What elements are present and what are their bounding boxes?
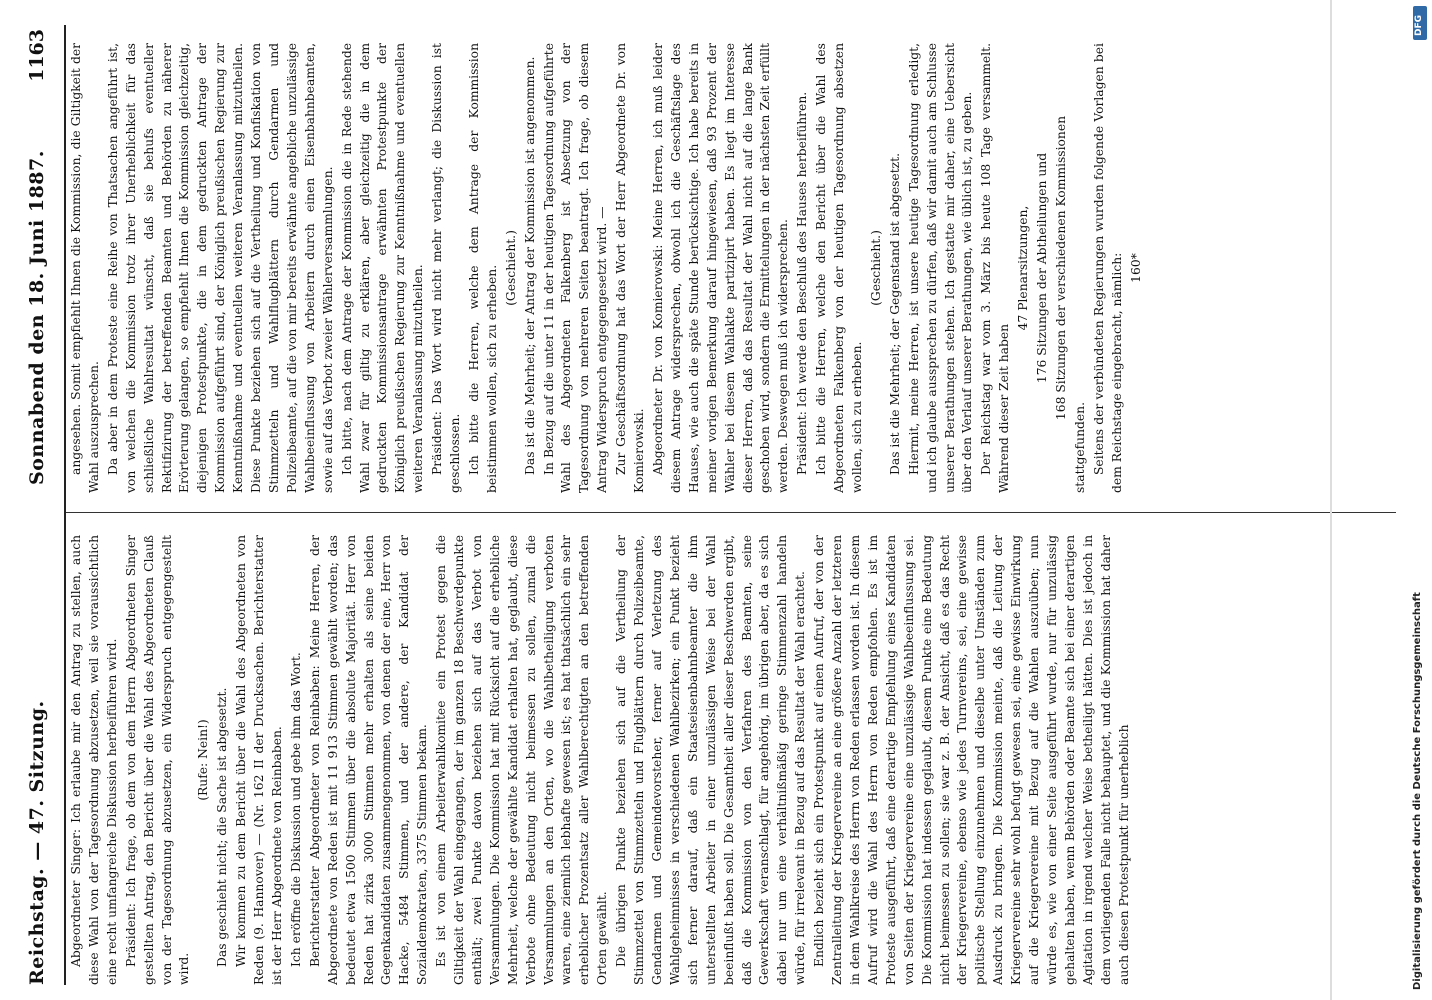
paragraph: Endlich bezieht sich ein Protestpunkt auf einen Aufruf, der von der Zentralleitung der Kriegervereine an eine größere Anzahl der letzteren in dem Wahlkreise des Herrn von Reden erlassen worden ist. In diesem Aufruf wird die Wahl des Herrn von Reden empfohlen. Es ist im Proteste ausgeführt, daß eine derartige Empfehlung eines Kandidaten von Seiten der Kriegervereine eine unzulässige Wahlbeeinflussung sei. Die Kommission hat indessen geglaubt, diesem Punkte eine Bedeutung nicht beimessen zu sollen; sie war z. B. der Ansicht, daß es das Recht der Kriegervereine, ebenso wie jedes Turnvereins, sei, eine gewisse politische Stellung einzunehmen und dieselbe unter Umständen zum Ausdruck zu bringen. Die Kommission meinte, daß die Leitung der Kriegervereine sehr wohl befugt gewesen sei, eine gewisse Einwirkung auf die Kriegervereine mit Bezug auf die Wahlen auszuüben; nun würde es, wie von einer Seite ausgeführt wurde, nur für unzulässig gehalten haben, wenn Behörden oder Beamte sich bei einer derartigen Agitation in irgend welcher Weise betheiligt hätten. Dies ist jedoch in dem vorliegenden Falle nicht behauptet, und die Kommission hat daher auch diesen Protestpunkt für unerheblich bbox=[812, 535, 1131, 985]
paragraph: Seitens der verbündeten Regierungen wurden folgende Vorlagen bei dem Reichstage eingebracht, nämlich: bbox=[1091, 43, 1124, 493]
paragraph: 176 Sitzungen der Abtheilungen und bbox=[1035, 152, 1050, 384]
page-number: 1163 bbox=[26, 29, 48, 82]
paragraph: Der Reichstag war vom 3. März bis heute 108 Tage versammelt. Während dieser Zeit haben bbox=[979, 43, 1012, 493]
digitization-credit: Digitalisierung gefördert durch die Deutsche Forschungsgemeinschaft bbox=[1412, 592, 1423, 990]
paragraph: Abgeordneter Dr. von Komierowski: Meine Herren, ich muß leider diesem Antrage widersprechen, obwohl ich die Geschäftslage des Hauses, wie auch die späte Stunde berücksichtige. Ich habe bereits in meiner vorigen Bemerkung darauf hingewiesen, daß 93 Prozent der Wähler bei diesem Wahlakte partizipirt haben. Es liegt im Interesse dieser Herren, daß das Resultat der Wahl nicht auf die lange Bank geschoben wird, sondern die Ermittelungen in der nächsten Zeit erfüllt werden. Deswegen muß ich widersprechen. bbox=[651, 43, 791, 493]
paragraph: (Rufe: Nein!) bbox=[196, 719, 211, 801]
page-header bbox=[20, 25, 62, 985]
paragraph: angesehen. Somit empfiehlt Ihnen die Kommission, die Giltigkeit der Wahl auszusprechen. bbox=[69, 43, 101, 493]
header-session-title: Reichstag. — 47. Sitzung. bbox=[26, 700, 48, 985]
paragraph: 168 Sitzungen der verschiedenen Kommissionen bbox=[1053, 115, 1068, 421]
paragraph: 47 Plenarsitzungen, bbox=[1016, 205, 1031, 331]
paragraph: Ich bitte, nach dem Antrage der Kommission die in Rede stehende Wahl zwar für giltig zu erklären, aber gleichzeitig die in dem gedruckten Kommissionsantrage erwähnten Protestpunkte der Königlich preußischen Regierung zur Kenntnißnahme und eventuellen weiteren Veranlassung mitzutheilen. bbox=[339, 43, 426, 493]
paragraph: Da aber in dem Proteste eine Reihe von Thatsachen angeführt ist, von welchen die Kommission trotz ihrer Unerheblichkeit für das schließliche Wahlresultat wünscht, daß sie behufs eventueller Rektifizirung der betreffenden Beamten und Behörden zu näherer Erörterung gelangen, so empfiehlt Ihnen die Kommission gleichzeitig, diejenigen Protestpunkte, die in dem gedruckten Antrage der Kommission aufgeführt sind, der Königlich preußischen Regierung zur Kenntnißnahme und eventuellen weiteren Veranlassung mitzutheilen. Diese Punkte beziehen sich auf die Vertheilung und Konfiskation von Stimmzetteln und Wahlflugblättern durch Gendarmen und Polizeibeamte, auf die von mir bereits erwähnte angebliche unzulässige Wahlbeeinflussung von Arbeitern durch einen Eisenbahnbeamten, sowie auf das Verbot zweier Wählerversammlungen. bbox=[105, 43, 335, 493]
dfg-logo-text: DFG bbox=[1414, 14, 1424, 36]
paragraph: Präsident: Das Wort wird nicht mehr verlangt; die Diskussion ist geschlossen. bbox=[430, 43, 463, 493]
paragraph: In Bezug auf die unter 11 in der heutigen Tagesordnung aufgeführte Wahl des Abgeordneten Falkenberg ist Absetzung von der Tagesordnung von mehreren Seiten beantragt. Ich frage, ob diesem Antrag Widerspruch entgegengesetzt wird. — bbox=[541, 43, 610, 493]
header-rule bbox=[64, 25, 66, 985]
paragraph: Ich bitte die Herren, welche dem Antrage der Kommission beistimmen wollen, sich zu erheben. bbox=[466, 43, 499, 493]
paragraph: Wir kommen zu dem Bericht über die Wahl des Abgeordneten von Reden (9. Hannover) — (Nr. 162 II der Drucksachen. Berichterstatter ist der Herr Abgeordnete von Reinbaben. bbox=[234, 535, 284, 985]
paragraph: (Geschieht.) bbox=[868, 230, 883, 306]
dfg-logo bbox=[1413, 6, 1427, 40]
paragraph: Das geschieht nicht; die Sache ist abgesetzt. bbox=[215, 687, 230, 967]
column-divider bbox=[66, 512, 1396, 513]
rotated-page-content bbox=[20, 25, 1410, 985]
paragraph: Präsident: Ich werde den Beschluß des Hauses herbeiführen. bbox=[795, 91, 810, 475]
header-date: Sonnabend den 18. Juni 1887. bbox=[26, 150, 48, 485]
paragraph: Das ist die Mehrheit; der Gegenstand ist abgesetzt. bbox=[887, 153, 902, 475]
paragraph: 160* bbox=[1128, 253, 1143, 283]
paragraph: stattgefunden. bbox=[1072, 402, 1087, 493]
paragraph: Die übrigen Punkte beziehen sich auf die Vertheilung der Stimmzettel von Stimmzetteln und Flugblättern durch Polizeibeamte, Gendarmen und Gemeindevorsteher, ferner auf Verletzung des Wahlgeheimnisses in verschiedenen Wahlbezirken; ein Punkt bezieht sich ferner darauf, daß ein Staatseisenbahnbeamter die ihm unterstellten Arbeiter in einer unzulässigen Weise bei der Wahl beeinflußt haben soll. Die Gesamtheit aller dieser Beschwerden ergibt, daß die Kommission von den Verfahren des Beamten, seine Gewerkschaft veranschlagt, für angehörig, im übrigen aber, da es sich dabei nur um eine verhältnißmäßig geringe Stimmenzahl handeln würde, für irrelevant in Bezug auf das Resultat der Wahl erachtet. bbox=[614, 535, 808, 985]
paragraph: Ich bitte die Herren, welche den Bericht über die Wahl des Abgeordneten Falkenberg von der heutigen Tagesordnung absetzen wollen, sich zu erheben. bbox=[814, 43, 864, 493]
paragraph: Berichterstatter Abgeordneter von Reinbaben: Meine Herren, der Abgeordnete von Reden ist mit 11 913 Stimmen gewählt worden; das bedeutet etwa 1500 Stimmen über die absolute Majorität. Herr von Reden hat zirka 3000 Stimmen mehr erhalten als seine beiden Gegenkandidaten zusammengenommen, von denen der eine, Herr von Hacke, 5484 Stimmen, und der andere, der Kandidat der Sozialdemokraten, 3375 Stimmen bekam. bbox=[307, 535, 430, 985]
paragraph: Das ist die Mehrheit; der Antrag der Kommission ist angenommen. bbox=[522, 56, 537, 475]
digitization-credit-strip bbox=[1410, 0, 1430, 1000]
right-text-column bbox=[68, 43, 1398, 493]
paragraph: Ich eröffne die Diskussion und gebe ihm das Wort. bbox=[288, 652, 303, 967]
left-text-column bbox=[68, 535, 1398, 985]
paragraph: Es ist von einem Arbeiterwahlkomitee ein Protest gegen die Giltigkeit der Wahl eingegangen, der im ganzen 18 Beschwerdepunkte enthält; zwei Punkte davon beziehen sich auf das Verbot von Versammlungen. Die Kommission hat mit Rücksicht auf die erhebliche Mehrheit, welche der gewählte Kandidat erhalten hat, geglaubt, diese Verbote ohne Bedeutung nicht beimessen zu sollen, zumal die Versammlungen an den Orten, wo die Wahlbetheiligung verboten waren, eine ziemlich lebhafte gewesen ist; es hat thatsächlich ein sehr erheblicher Prozentsatz aller Wahlberechtigten an den betreffenden Orten gewählt. bbox=[434, 535, 610, 985]
paragraph: Abgeordneter Singer: Ich erlaube mir den Antrag zu stellen, auch diese Wahl von der Tagesordnung abzusetzen, weil sie voraussichtlich eine recht umfangreiche Diskussion herbeiführen wird. bbox=[69, 535, 119, 985]
paragraph: (Geschieht.) bbox=[503, 230, 518, 306]
paragraph: Präsident: Ich frage, ob dem von dem Herrn Abgeordneten Singer gestellten Antrag, den Bericht über die Wahl des Abgeordneten Clauß von der Tagesordnung abzusetzen, ein Widerspruch entgegengestellt wird. bbox=[123, 535, 192, 985]
paragraph: Hiermit, meine Herren, ist unsere heutige Tagesordnung erledigt, und ich glaube aussprechen zu dürfen, daß wir damit auch am Schlusse unserer Berathungen stehen. Ich gestatte mir daher, eine Uebersicht über den Verlauf unserer Berathungen, wie üblich ist, zu geben. bbox=[906, 43, 975, 493]
page-edge-shadow bbox=[1330, 0, 1332, 1000]
paragraph: Zur Geschäftsordnung hat das Wort der Herr Abgeordnete Dr. von Komierowski. bbox=[614, 43, 647, 493]
